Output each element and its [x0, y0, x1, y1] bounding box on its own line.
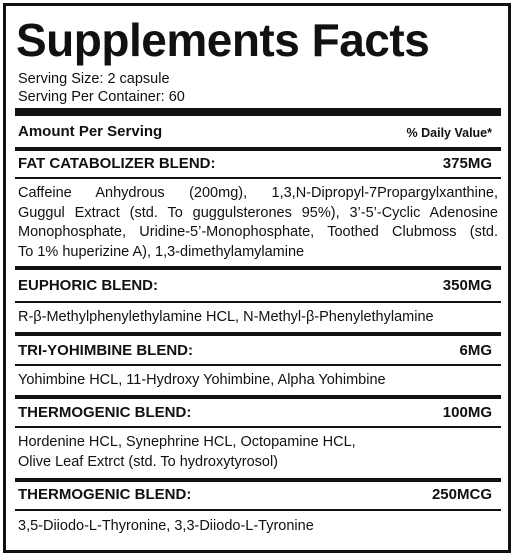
- row-divider: [15, 301, 501, 303]
- blend-divider: [15, 395, 501, 399]
- row-divider: [15, 426, 501, 428]
- blend-name: FAT CATABOLIZER BLEND:: [18, 155, 216, 172]
- ingredient-line: To 1% huperizine A), 1,3-dimethylamylamine: [18, 243, 305, 260]
- ingredient-line: Guggul Extract (std. To guggulsterones 95%), 3’-5’-Cyclic Adenosine: [18, 204, 498, 221]
- blend-divider: [15, 266, 501, 270]
- blend-name: TRI-YOHIMBINE BLEND:: [18, 342, 193, 359]
- ingredient-line: Hordenine HCL, Synephrine HCL, Octopamine HCL,: [18, 434, 356, 450]
- blend-ingredients: [18, 433, 498, 472]
- blend-ingredients: [18, 308, 498, 328]
- servings-per-container: Serving Per Container: 60: [18, 89, 185, 105]
- ingredient-line: Caffeine Anhydrous (200mg), 1,3,N-Dipropyl-7Propargylxanthine,: [18, 185, 498, 201]
- row-divider: [15, 177, 501, 179]
- panel-title: Supplements Facts: [16, 14, 430, 66]
- row-divider: [15, 509, 501, 511]
- blend-amount: 6MG: [459, 342, 492, 359]
- blend-amount: 375MG: [442, 155, 492, 172]
- daily-value-label: % Daily Value*: [406, 126, 492, 140]
- amount-per-serving-label: Amount Per Serving: [18, 123, 163, 140]
- ingredient-line: Monophosphate, Uridine-5’-Monophosphate, Toothed Clubmoss (std.: [18, 224, 498, 240]
- blend-name: THERMOGENIC BLEND:: [18, 404, 192, 421]
- ingredient-line: 3,5-Diiodo-L-Thyronine, 3,3-Diiodo-L-Tyronine: [18, 518, 314, 534]
- blend-ingredients: [18, 371, 498, 391]
- blend-ingredients: [18, 517, 498, 537]
- blend-amount: 350MG: [442, 277, 492, 294]
- supplement-facts-panel: [3, 3, 511, 553]
- blend-divider: [15, 478, 501, 482]
- row-divider: [15, 364, 501, 366]
- blend-name: EUPHORIC BLEND:: [18, 277, 159, 294]
- ingredient-line: Yohimbine HCL, 11-Hydroxy Yohimbine, Alpha Yohimbine: [18, 372, 386, 388]
- blend-amount: 250MCG: [431, 486, 492, 503]
- header-divider: [15, 147, 501, 151]
- blend-ingredients: [18, 184, 498, 262]
- blend-divider: [15, 332, 501, 336]
- blend-amount: 100MG: [442, 404, 492, 421]
- serving-size: Serving Size: 2 capsule: [18, 71, 170, 87]
- ingredient-line: Olive Leaf Extrct (std. To hydroxytyrosol): [18, 453, 279, 470]
- ingredient-line: R-β-Methylphenylethylamine HCL, N-Methyl-β-Phenylethylamine: [18, 309, 434, 325]
- thick-divider: [15, 108, 501, 116]
- blend-name: THERMOGENIC BLEND:: [18, 486, 192, 503]
